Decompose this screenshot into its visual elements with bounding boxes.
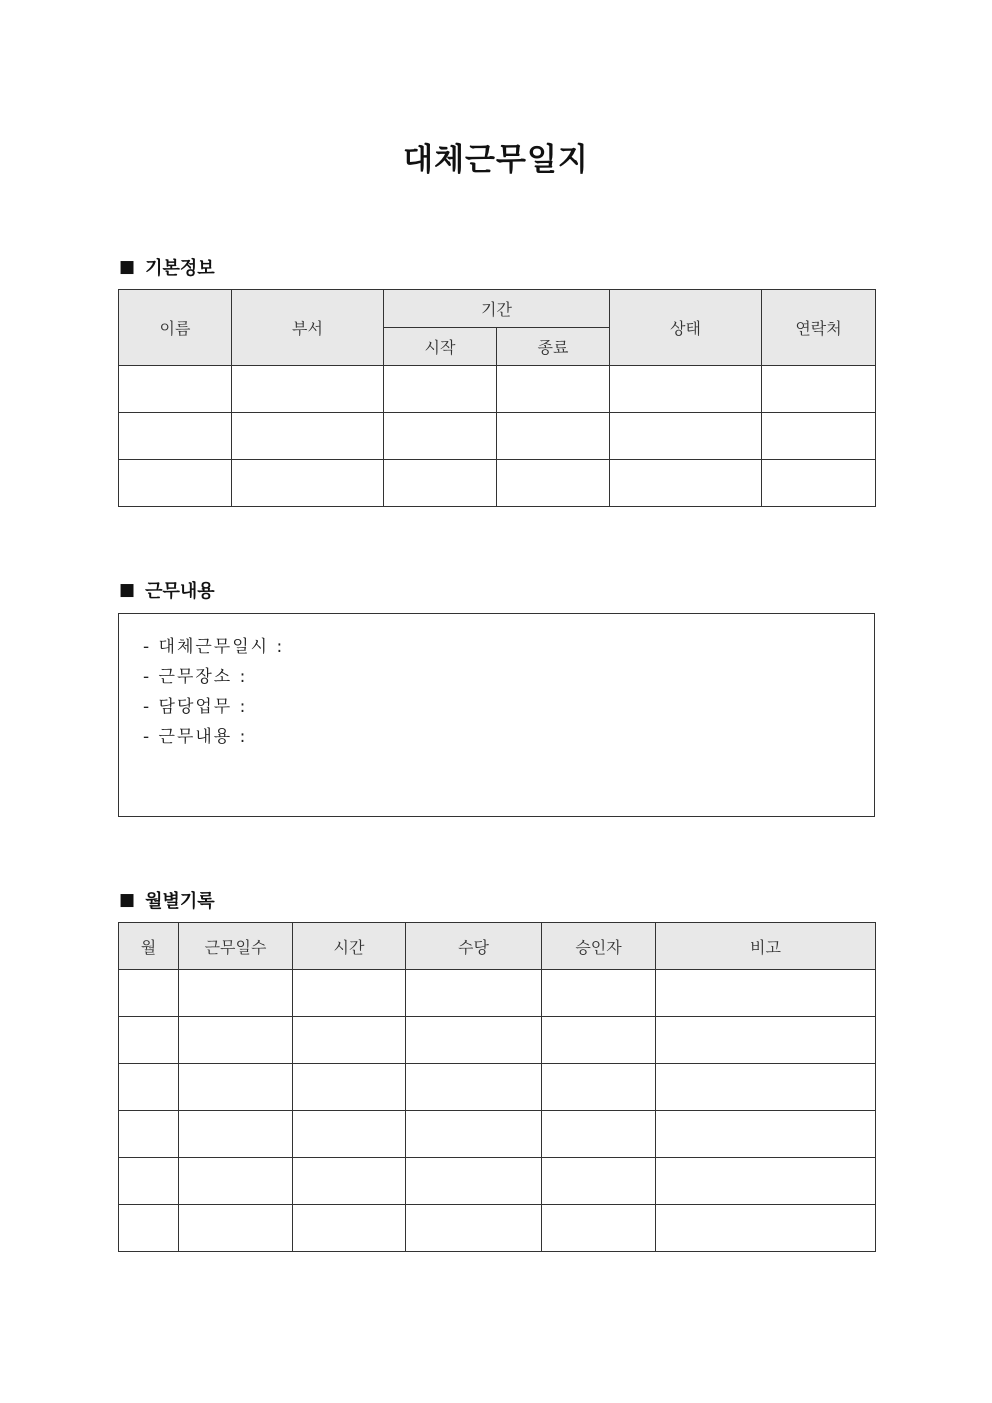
cell-work-days[interactable] [179, 1064, 293, 1111]
header-approver: 승인자 [542, 923, 656, 970]
list-item: - 담당업무 : [143, 697, 248, 717]
table-row [119, 413, 876, 460]
cell-month[interactable] [119, 1205, 179, 1252]
cell-allowance[interactable] [406, 1205, 542, 1252]
cell-name[interactable] [119, 366, 232, 413]
cell-department[interactable] [232, 413, 384, 460]
page-title: 대체근무일지 [403, 142, 589, 178]
cell-start[interactable] [384, 460, 497, 507]
cell-hours[interactable] [293, 1017, 406, 1064]
cell-approver[interactable] [542, 1017, 656, 1064]
cell-remarks[interactable] [656, 1205, 876, 1252]
cell-approver[interactable] [542, 1064, 656, 1111]
cell-end[interactable] [497, 366, 610, 413]
cell-name[interactable] [119, 460, 232, 507]
cell-approver[interactable] [542, 1111, 656, 1158]
cell-status[interactable] [610, 460, 762, 507]
header-end: 종료 [497, 328, 610, 366]
cell-end[interactable] [497, 460, 610, 507]
cell-hours[interactable] [293, 1205, 406, 1252]
work-content-box[interactable] [118, 613, 875, 817]
monthly-record-table [118, 922, 876, 1252]
table-row [119, 1111, 876, 1158]
cell-approver[interactable] [542, 1158, 656, 1205]
basic-info-table [118, 289, 876, 507]
cell-remarks[interactable] [656, 1064, 876, 1111]
table-row [119, 1205, 876, 1252]
cell-remarks[interactable] [656, 1111, 876, 1158]
section-title-monthly: 월별기록 [145, 891, 215, 912]
section-title-basic: 기본정보 [145, 258, 215, 279]
header-period: 기간 [384, 290, 610, 328]
cell-approver[interactable] [542, 970, 656, 1017]
cell-remarks[interactable] [656, 970, 876, 1017]
cell-allowance[interactable] [406, 1158, 542, 1205]
cell-hours[interactable] [293, 970, 406, 1017]
section-heading-monthly [119, 887, 215, 913]
section-heading-basic [119, 254, 215, 280]
black-square-icon: ■ [119, 580, 136, 600]
cell-remarks[interactable] [656, 1017, 876, 1064]
black-square-icon: ■ [119, 890, 136, 910]
cell-month[interactable] [119, 1017, 179, 1064]
cell-status[interactable] [610, 413, 762, 460]
cell-month[interactable] [119, 1111, 179, 1158]
header-allowance: 수당 [406, 923, 542, 970]
work-content-list [119, 614, 874, 752]
cell-status[interactable] [610, 366, 762, 413]
table-row [119, 1017, 876, 1064]
cell-month[interactable] [119, 1158, 179, 1205]
header-remarks: 비고 [656, 923, 876, 970]
cell-hours[interactable] [293, 1111, 406, 1158]
cell-allowance[interactable] [406, 1017, 542, 1064]
section-heading-work [119, 577, 215, 603]
black-square-icon: ■ [119, 257, 136, 277]
section-title-work: 근무내용 [145, 581, 215, 602]
list-item: - 대체근무일시 : [143, 637, 285, 657]
list-item: - 근무내용 : [143, 727, 248, 747]
header-work-days: 근무일수 [179, 923, 293, 970]
table-row [119, 366, 876, 413]
cell-start[interactable] [384, 413, 497, 460]
cell-start[interactable] [384, 366, 497, 413]
header-contact: 연락처 [762, 290, 876, 366]
cell-contact[interactable] [762, 460, 876, 507]
header-hours: 시간 [293, 923, 406, 970]
cell-work-days[interactable] [179, 1205, 293, 1252]
cell-department[interactable] [232, 366, 384, 413]
cell-hours[interactable] [293, 1158, 406, 1205]
header-department: 부서 [232, 290, 384, 366]
cell-approver[interactable] [542, 1205, 656, 1252]
cell-hours[interactable] [293, 1064, 406, 1111]
header-start: 시작 [384, 328, 497, 366]
cell-allowance[interactable] [406, 1111, 542, 1158]
cell-work-days[interactable] [179, 1017, 293, 1064]
header-status: 상태 [610, 290, 762, 366]
table-row [119, 1158, 876, 1205]
cell-contact[interactable] [762, 366, 876, 413]
cell-department[interactable] [232, 460, 384, 507]
header-month: 월 [119, 923, 179, 970]
table-row [119, 1064, 876, 1111]
table-row [119, 970, 876, 1017]
cell-contact[interactable] [762, 413, 876, 460]
cell-remarks[interactable] [656, 1158, 876, 1205]
cell-work-days[interactable] [179, 1111, 293, 1158]
header-name: 이름 [119, 290, 232, 366]
cell-name[interactable] [119, 413, 232, 460]
cell-allowance[interactable] [406, 970, 542, 1017]
cell-work-days[interactable] [179, 1158, 293, 1205]
cell-work-days[interactable] [179, 970, 293, 1017]
cell-end[interactable] [497, 413, 610, 460]
cell-month[interactable] [119, 970, 179, 1017]
cell-allowance[interactable] [406, 1064, 542, 1111]
table-row [119, 460, 876, 507]
cell-month[interactable] [119, 1064, 179, 1111]
list-item: - 근무장소 : [143, 667, 248, 687]
